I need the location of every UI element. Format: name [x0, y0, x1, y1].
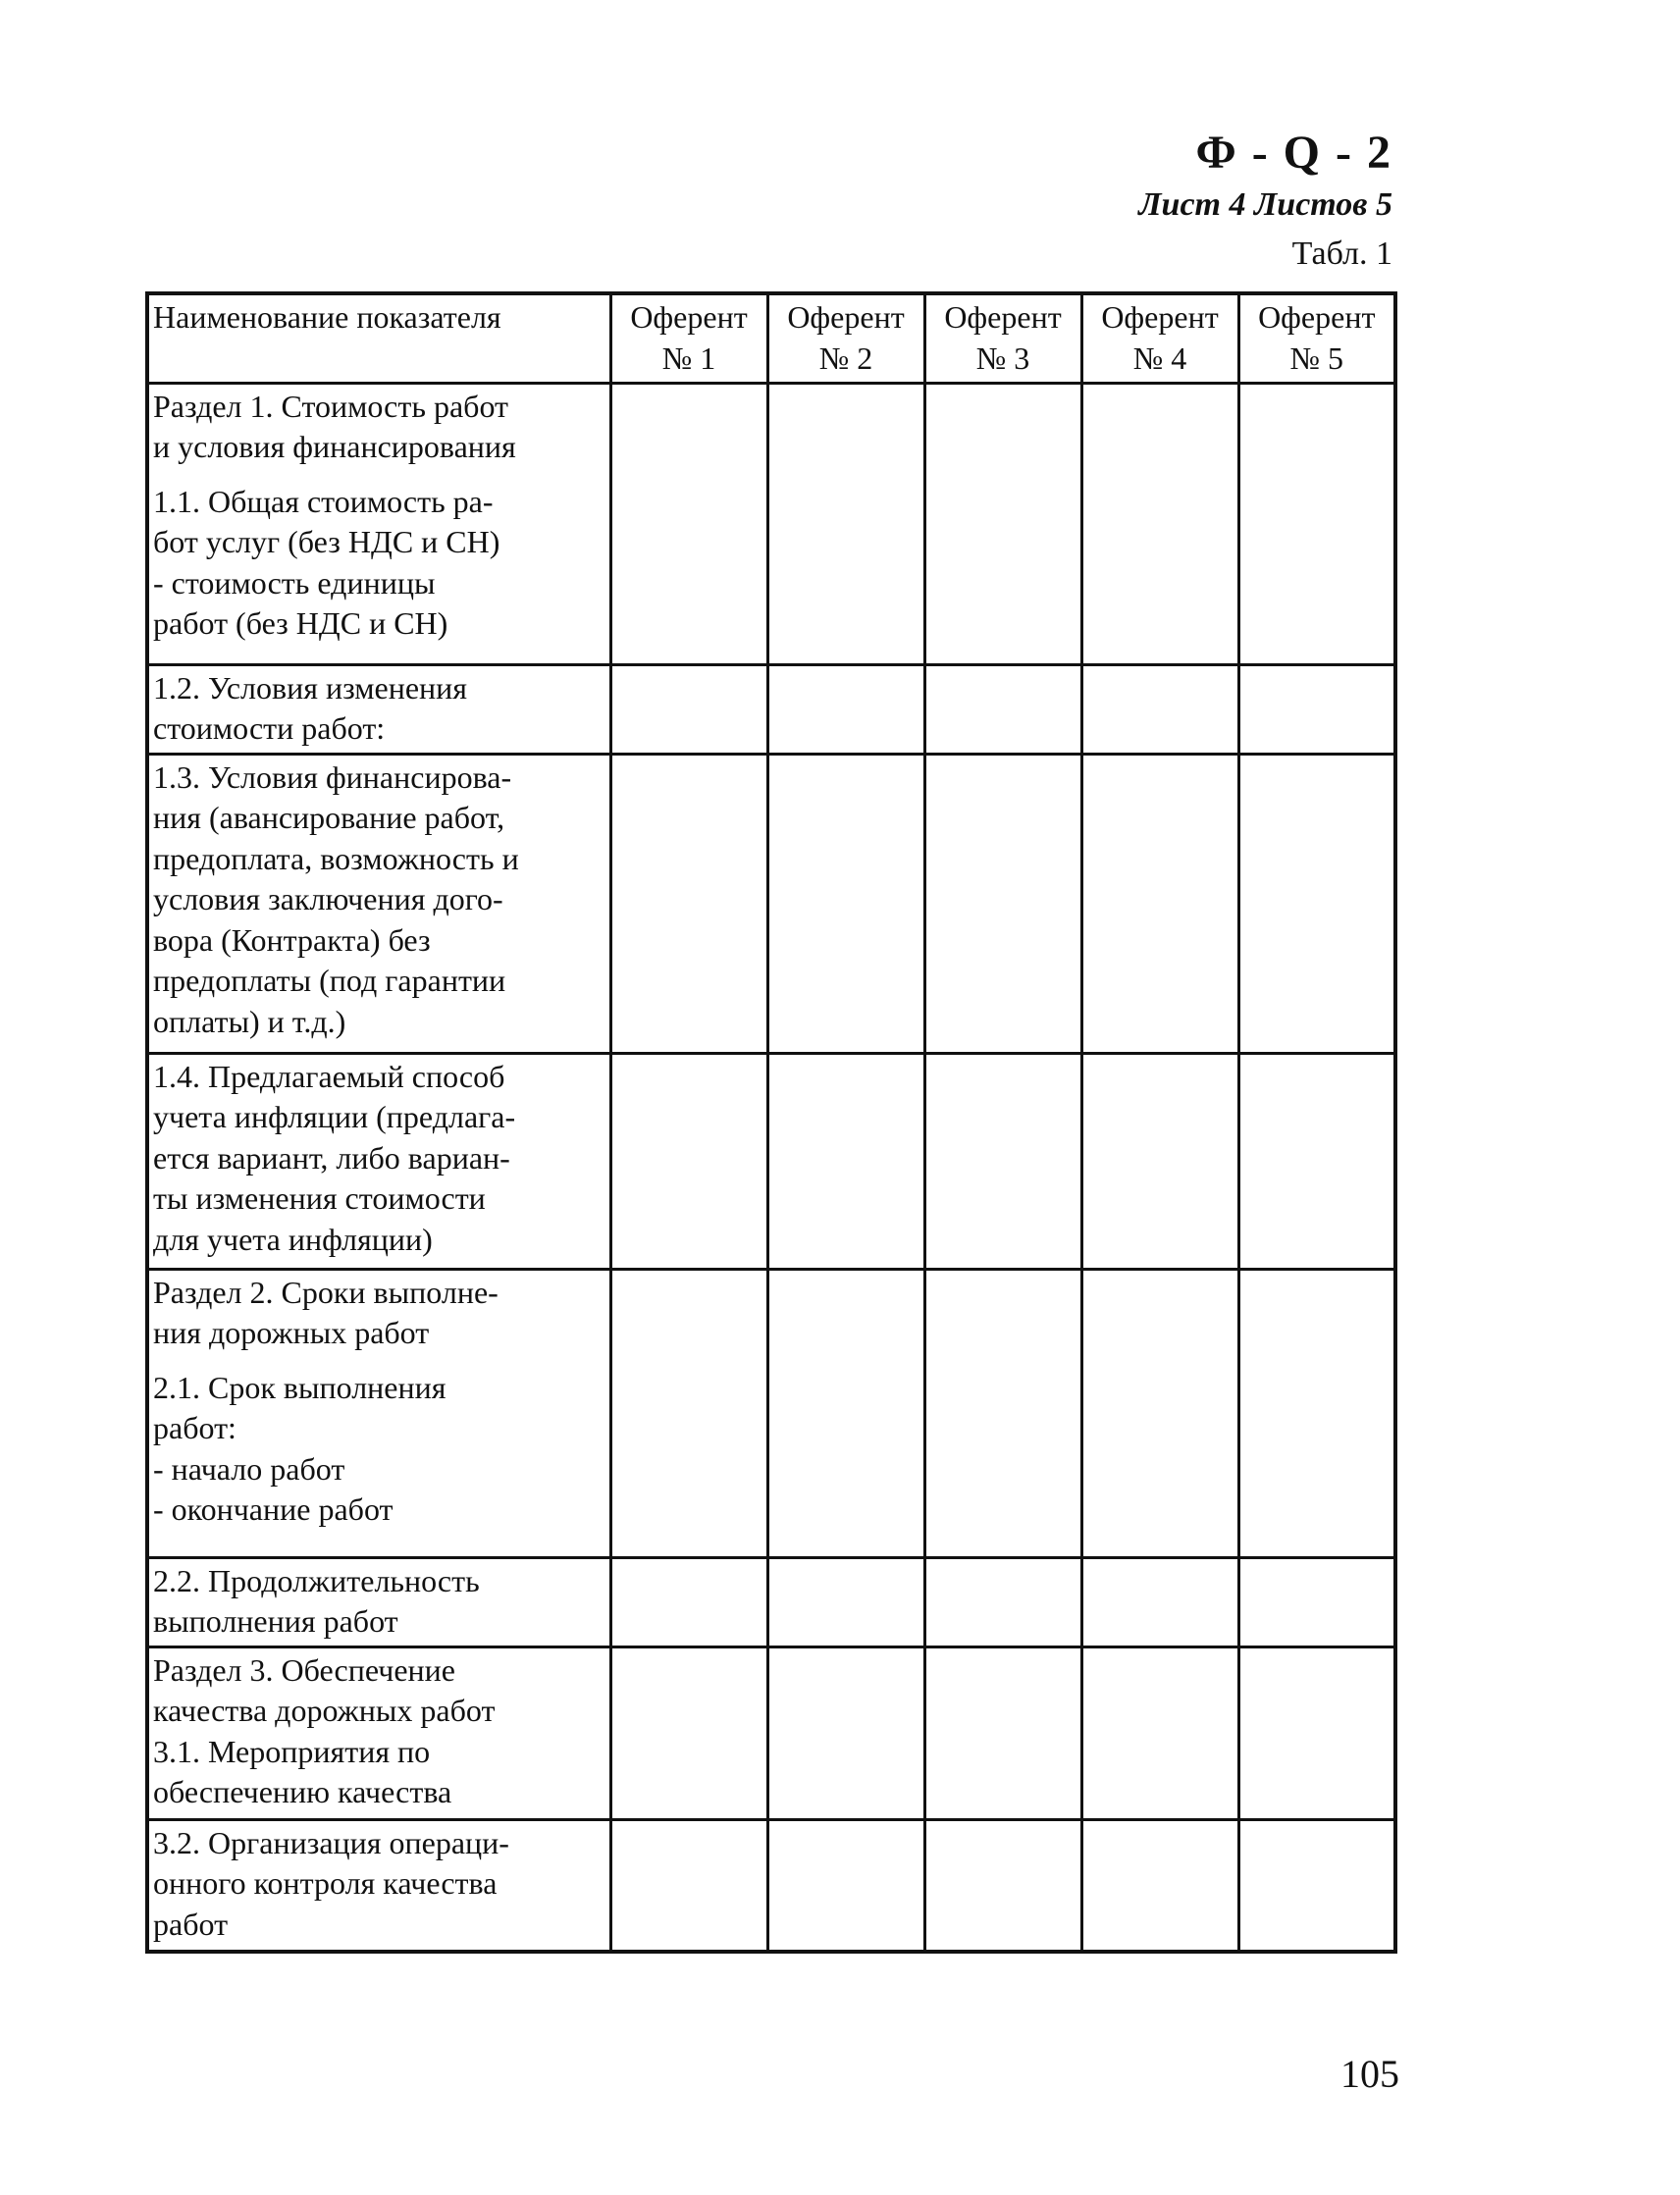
offerent-title: Оферент [630, 299, 748, 335]
offerent-1-value-cell[interactable] [610, 754, 767, 1053]
offerent-title: Оферент [1101, 299, 1219, 335]
offerent-3-value-cell[interactable] [924, 1819, 1081, 1952]
offerent-5-value-cell[interactable] [1238, 664, 1395, 754]
offerent-5-value-cell[interactable] [1238, 1269, 1395, 1557]
offerent-1-value-cell[interactable] [610, 1819, 767, 1952]
table-header-row [147, 293, 1395, 383]
indicator-text: 1.3. Условия финансирова- ния (авансирование работ, предоплата, возможность и условия заключения дого- вора (Контракта) без предоплаты (под гарантии оплаты) и т.д.) [153, 758, 519, 1040]
offerent-4-value-cell[interactable] [1081, 1646, 1238, 1819]
indicator-text: 2.1. Срок выполнения работ: [153, 1369, 446, 1446]
offerent-3-value-cell[interactable] [924, 1053, 1081, 1269]
offerent-1-value-cell[interactable] [610, 1557, 767, 1646]
table-row [147, 754, 1395, 1053]
offerent-3-value-cell[interactable] [924, 1557, 1081, 1646]
table-row [147, 1053, 1395, 1269]
offerent-2-value-cell[interactable] [767, 664, 924, 754]
form-code: Ф - Q - 2 [1195, 127, 1392, 179]
offerent-2-value-cell[interactable] [767, 1269, 924, 1557]
indicator-text: Раздел 3. Обеспечение качества дорожных работ [153, 1651, 496, 1729]
offerent-title: Оферент [944, 299, 1062, 335]
offerent-4-value-cell[interactable] [1081, 664, 1238, 754]
offerent-1-value-cell[interactable] [610, 664, 767, 754]
offerent-4-value-cell[interactable] [1081, 1819, 1238, 1952]
offerent-1-value-cell[interactable] [610, 1269, 767, 1557]
indicator-text: - стоимость единицы работ (без НДС и СН) [153, 564, 448, 642]
indicator-text: 3.1. Мероприятия по обеспечению качества [153, 1733, 452, 1810]
indicator-text: 1.1. Общая стоимость ра- бот услуг (без НДС и СН) [153, 483, 500, 560]
offerent-5-value-cell[interactable] [1238, 1646, 1395, 1819]
offerent-1-value-cell[interactable] [610, 383, 767, 664]
table-label: Табл. 1 [1291, 235, 1392, 272]
table-row [147, 664, 1395, 754]
offerent-2-value-cell[interactable] [767, 754, 924, 1053]
table-row [147, 1819, 1395, 1952]
offerent-2-value-cell[interactable] [767, 1646, 924, 1819]
offerent-2-value-cell[interactable] [767, 1557, 924, 1646]
offerent-number: № 1 [661, 340, 716, 376]
indicator-name-header: Наименование показателя [147, 293, 610, 383]
offerent-3-value-cell[interactable] [924, 664, 1081, 754]
indicator-text: 2.2. Продолжительность выполнения работ [153, 1562, 480, 1640]
offerent-3-value-cell[interactable] [924, 754, 1081, 1053]
offerent-2-value-cell[interactable] [767, 383, 924, 664]
offerent-number: № 3 [975, 340, 1030, 376]
offerent-4-value-cell[interactable] [1081, 1053, 1238, 1269]
offerent-3-value-cell[interactable] [924, 383, 1081, 664]
indicator-text: Раздел 2. Сроки выполне- ния дорожных работ [153, 1274, 499, 1351]
indicator-text: - начало работ - окончание работ [153, 1450, 394, 1528]
indicator-name-cell [147, 383, 610, 664]
offerent-number: № 5 [1289, 340, 1344, 376]
offerent-4-value-cell[interactable] [1081, 383, 1238, 664]
indicator-text: Раздел 1. Стоимость работ и условия финансирования [153, 388, 516, 465]
offerent-number: № 2 [818, 340, 873, 376]
offerent-title: Оферент [787, 299, 905, 335]
offerent-4-value-cell[interactable] [1081, 1269, 1238, 1557]
offerent-3-value-cell[interactable] [924, 1646, 1081, 1819]
offerent-header-2 [767, 293, 924, 383]
indicator-text: 3.2. Организация операци- онного контроля качества работ [153, 1824, 509, 1942]
offerent-title: Оферент [1258, 299, 1376, 335]
offerent-comparison-table [145, 291, 1397, 1954]
offerent-5-value-cell[interactable] [1238, 383, 1395, 664]
table-row [147, 1646, 1395, 1819]
offerent-number: № 4 [1132, 340, 1187, 376]
offerent-header-5 [1238, 293, 1395, 383]
offerent-2-value-cell[interactable] [767, 1053, 924, 1269]
page-number: 105 [1340, 2052, 1399, 2096]
offerent-header-4 [1081, 293, 1238, 383]
offerent-5-value-cell[interactable] [1238, 1557, 1395, 1646]
indicator-name-cell [147, 1269, 610, 1557]
indicator-name-cell [147, 664, 610, 754]
offerent-4-value-cell[interactable] [1081, 1557, 1238, 1646]
indicator-name-cell [147, 754, 610, 1053]
offerent-header-3 [924, 293, 1081, 383]
table-row [147, 1269, 1395, 1557]
sheet-info: Лист 4 Листов 5 [1138, 186, 1392, 223]
table-row [147, 383, 1395, 664]
offerent-5-value-cell[interactable] [1238, 1053, 1395, 1269]
indicator-text: 1.2. Условия изменения стоимости работ: [153, 669, 467, 747]
offerent-4-value-cell[interactable] [1081, 754, 1238, 1053]
offerent-header-1 [610, 293, 767, 383]
offerent-2-value-cell[interactable] [767, 1819, 924, 1952]
offerent-1-value-cell[interactable] [610, 1646, 767, 1819]
offerent-3-value-cell[interactable] [924, 1269, 1081, 1557]
table-row [147, 1557, 1395, 1646]
indicator-name-cell [147, 1053, 610, 1269]
offerent-5-value-cell[interactable] [1238, 1819, 1395, 1952]
indicator-name-cell [147, 1646, 610, 1819]
indicator-text: 1.4. Предлагаемый способ учета инфляции (предлага- ется вариант, либо вариан- ты изменения стоимости для учета инфляции) [153, 1058, 516, 1257]
offerent-1-value-cell[interactable] [610, 1053, 767, 1269]
indicator-name-cell [147, 1819, 610, 1952]
indicator-name-cell [147, 1557, 610, 1646]
offerent-5-value-cell[interactable] [1238, 754, 1395, 1053]
